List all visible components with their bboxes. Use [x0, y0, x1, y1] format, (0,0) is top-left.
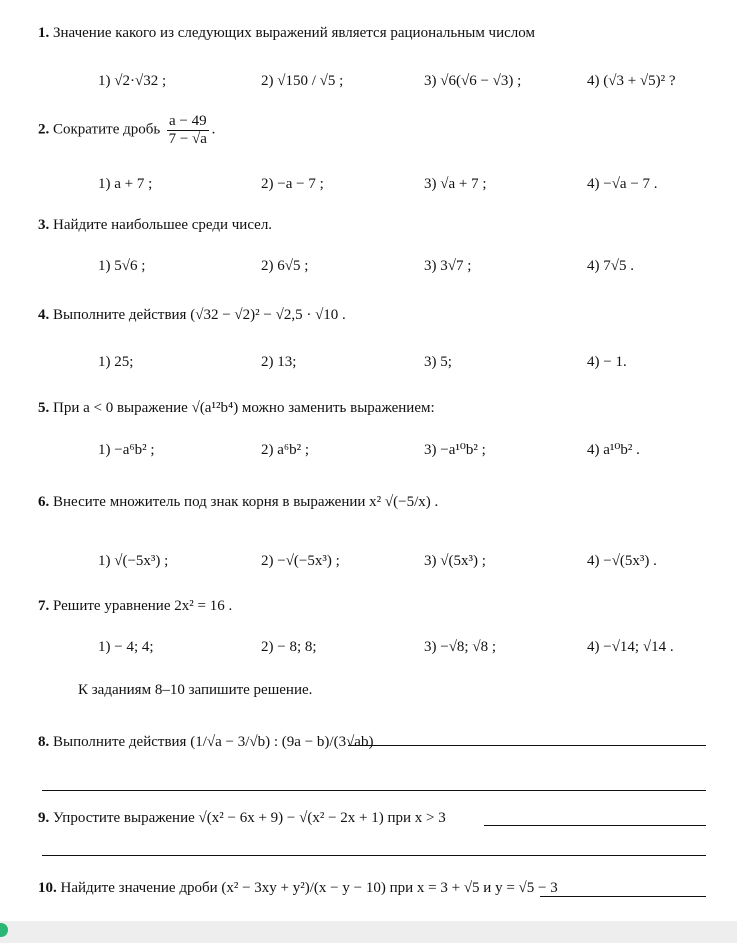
- question-number: 10.: [38, 880, 57, 896]
- question-text: Внесите множитель под знак корня в выражении: [53, 494, 366, 510]
- question-number: 1.: [38, 25, 50, 41]
- option-1[interactable]: 1) −a⁶b² ;: [98, 442, 155, 458]
- option-2[interactable]: 2) 6√5 ;: [261, 258, 309, 274]
- question-9: [38, 811, 446, 826]
- question-number: 3.: [38, 217, 50, 233]
- question-expression: (x² − 3xy + y²)/(x − y − 10) при x = 3 + √5 и y = √5 − 3: [221, 880, 558, 896]
- question-1: [38, 26, 535, 41]
- option-2[interactable]: 2) √150 / √5 ;: [261, 73, 344, 89]
- bottom-toolbar: [0, 921, 737, 943]
- option-3[interactable]: 3) √a + 7 ;: [424, 176, 487, 192]
- question-expression: 2x² = 16 .: [174, 598, 233, 614]
- question-text: Решите уравнение: [53, 598, 171, 614]
- option-2[interactable]: 2) −√(−5x³) ;: [261, 553, 340, 569]
- question-3: [38, 218, 272, 233]
- option-1[interactable]: 1) 5√6 ;: [98, 258, 146, 274]
- question-text: При a < 0 выражение √(a¹²b⁴) можно заменить выражением:: [53, 400, 435, 416]
- question-text: Значение какого из следующих выражений является рациональным числом: [53, 25, 535, 41]
- answer-line[interactable]: [42, 790, 706, 791]
- option-3[interactable]: 3) 3√7 ;: [424, 258, 472, 274]
- question-expression: x² √(−5/x) .: [369, 494, 439, 510]
- question-4: [38, 308, 346, 323]
- option-2[interactable]: 2) a⁶b² ;: [261, 442, 310, 458]
- question-number: 9.: [38, 810, 50, 826]
- question-text: Сократите дробь: [53, 121, 161, 138]
- question-text: Найдите значение дроби: [60, 880, 218, 896]
- question-5-options: [98, 443, 718, 463]
- option-1[interactable]: 1) − 4; 4;: [98, 639, 154, 655]
- answer-line[interactable]: [348, 745, 706, 746]
- question-number: 5.: [38, 400, 50, 416]
- answer-line[interactable]: [484, 825, 706, 826]
- question-number: 4.: [38, 307, 50, 323]
- fraction-numerator: a − 49: [168, 113, 207, 129]
- question-2-options: [98, 177, 718, 197]
- option-4[interactable]: 4) 7√5 .: [587, 258, 634, 274]
- question-3-options: [98, 259, 718, 279]
- question-4-options: [98, 355, 718, 375]
- option-3[interactable]: 3) 5;: [424, 354, 452, 370]
- question-number: 2.: [38, 121, 50, 138]
- answer-line[interactable]: [42, 855, 706, 856]
- question-6-options: [98, 554, 718, 574]
- option-4[interactable]: 4) − 1.: [587, 354, 627, 370]
- question-1-options: [98, 74, 718, 94]
- question-expression: √(x² − 6x + 9) − √(x² − 2x + 1) при x > 3: [198, 810, 446, 826]
- question-text: Найдите наибольшее среди чисел.: [53, 217, 273, 233]
- question-text: Выполните действия: [53, 307, 187, 323]
- option-3[interactable]: 3) √6(√6 − √3) ;: [424, 73, 522, 89]
- fraction: [167, 113, 209, 147]
- question-text: Выполните действия: [53, 734, 187, 750]
- question-8: [38, 735, 373, 750]
- question-number: 8.: [38, 734, 50, 750]
- question-expression: (√32 − √2)² − √2,5 · √10 .: [190, 307, 346, 323]
- option-1[interactable]: 1) √(−5x³) ;: [98, 553, 169, 569]
- option-2[interactable]: 2) −a − 7 ;: [261, 176, 324, 192]
- answer-line[interactable]: [540, 896, 706, 897]
- question-5: [38, 401, 435, 416]
- question-number: 7.: [38, 598, 50, 614]
- question-expression: (1/√a − 3/√b) : (9a − b)/(3√ab): [190, 734, 374, 750]
- fraction-denominator: 7 − √a: [168, 130, 207, 147]
- option-2[interactable]: 2) 13;: [261, 354, 297, 370]
- question-6: [38, 495, 438, 510]
- option-3[interactable]: 3) √(5x³) ;: [424, 553, 486, 569]
- question-7-options: [98, 640, 718, 660]
- option-1[interactable]: 1) 25;: [98, 354, 134, 370]
- question-2: 2. Сократите дробь $\frac{a - 49}{7 - √a}$ .: [38, 113, 216, 147]
- option-4[interactable]: 4) (√3 + √5)² ?: [587, 73, 676, 89]
- option-4[interactable]: 4) −√a − 7 .: [587, 176, 658, 192]
- question-text: Упростите выражение: [53, 810, 195, 826]
- option-4[interactable]: 4) −√(5x³) .: [587, 553, 657, 569]
- question-10: [38, 881, 558, 896]
- option-1[interactable]: 1) a + 7 ;: [98, 176, 153, 192]
- option-4[interactable]: 4) a¹⁰b² .: [587, 442, 640, 458]
- option-3[interactable]: 3) −√8; √8 ;: [424, 639, 497, 655]
- instruction-note: К заданиям 8–10 запишите решение.: [78, 682, 313, 698]
- option-4[interactable]: 4) −√14; √14 .: [587, 639, 674, 655]
- option-1[interactable]: 1) √2·√32 ;: [98, 73, 167, 89]
- question-7: [38, 599, 232, 614]
- option-3[interactable]: 3) −a¹⁰b² ;: [424, 442, 486, 458]
- question-number: 6.: [38, 494, 50, 510]
- option-2[interactable]: 2) − 8; 8;: [261, 639, 317, 655]
